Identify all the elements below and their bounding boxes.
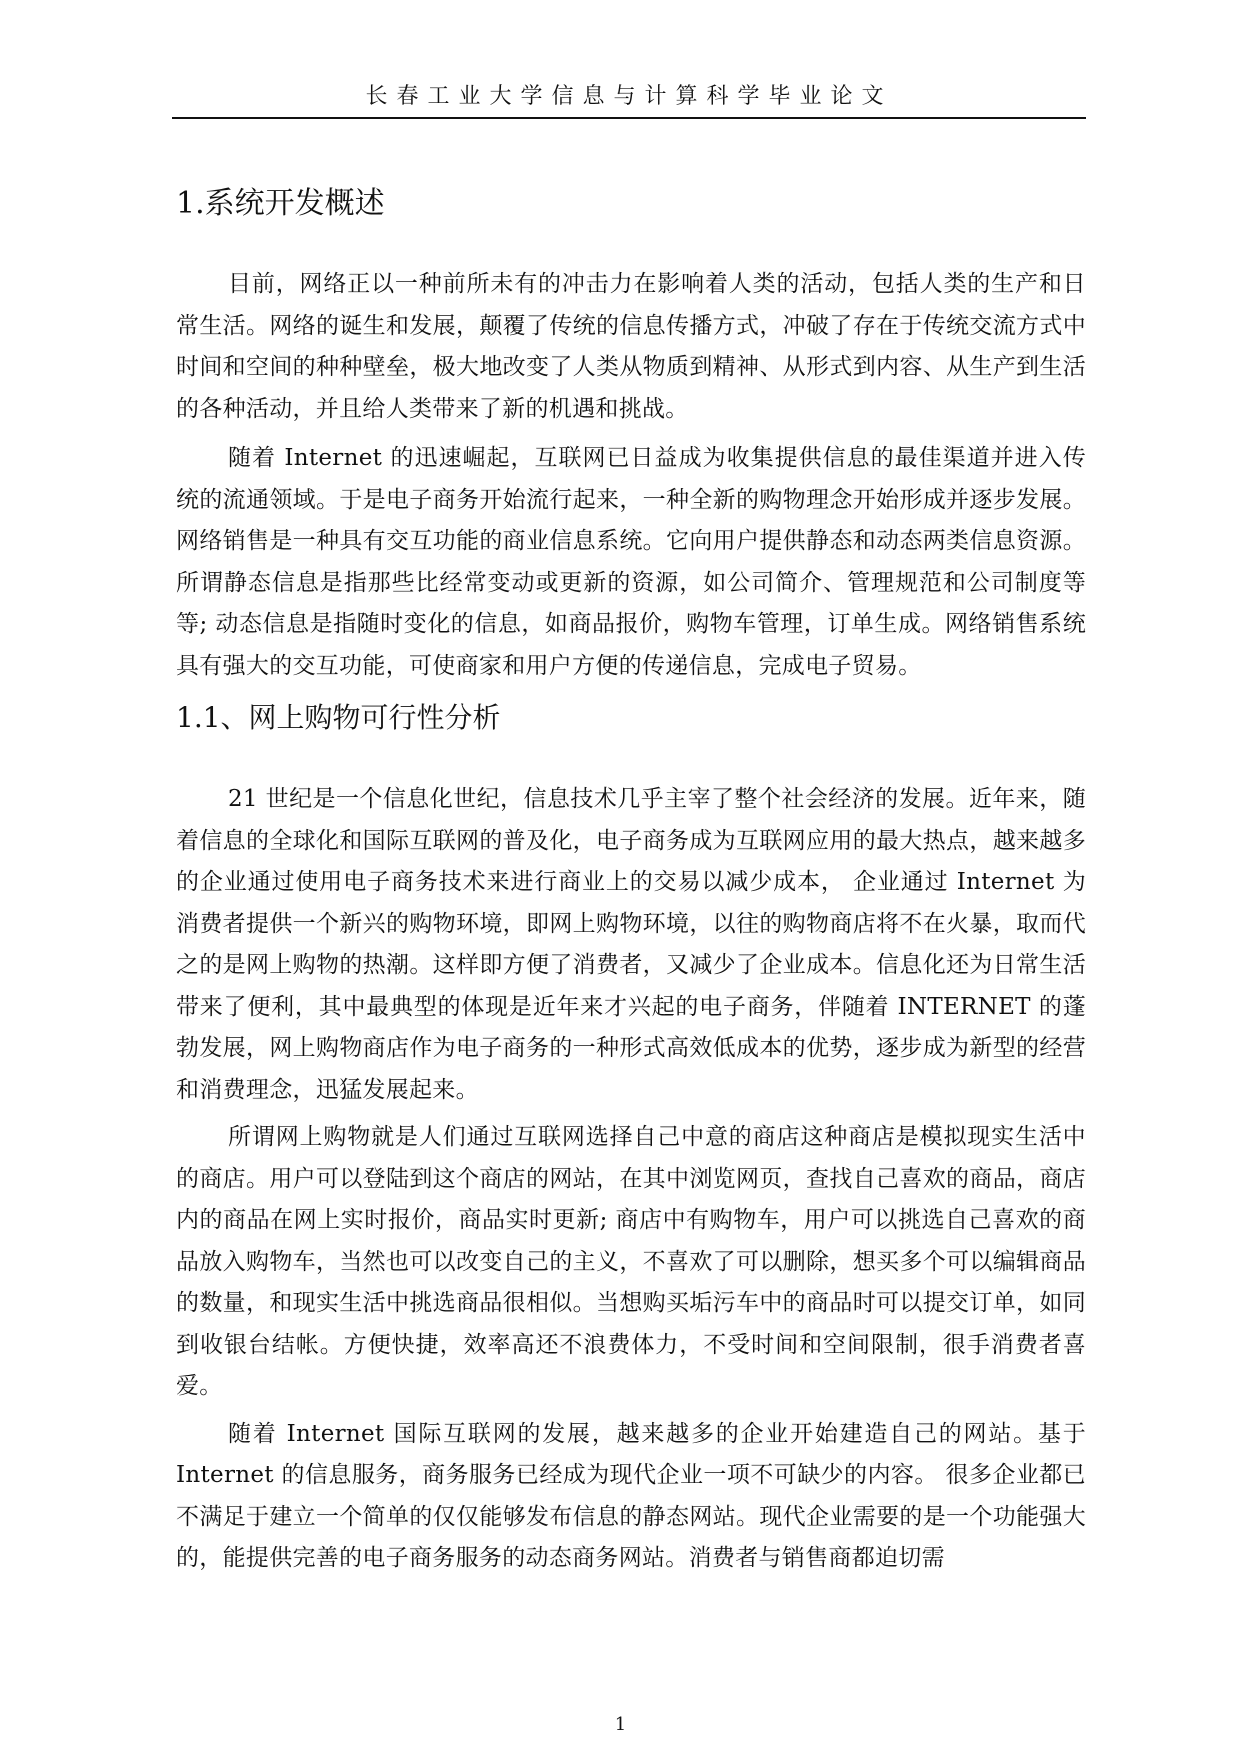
- page-number: 1: [614, 1714, 627, 1735]
- running-header: 长春工业大学信息与计算科学毕业论文: [365, 84, 893, 109]
- header-rule: [172, 117, 1086, 119]
- paragraph: 随着 Internet 的迅速崛起，互联网已日益成为收集提供信息的最佳渠道并进入传统的流通领域。于是电子商务开始流行起来，一种全新的购物理念开始形成并逐步发展。网络销售是一种具有交互功能的商业信息系统。它向用户提供静态和动态两类信息资源。所谓静态信息是指那些比经常变动或更新的资源，如公司简介、管理规范和公司制度等等; 动态信息是指随时变化的信息，如商品报价，购物车管理，订单生成。网络销售系统具有强大的交互功能，可使商家和用户方便的传递信息，完成电子贸易。: [176, 445, 1086, 679]
- section-title-system-overview: 1.系统开发概述: [176, 186, 385, 221]
- paragraph: 目前，网络正以一种前所未有的冲击力在影响着人类的活动，包括人类的生产和日常生活。网络的诞生和发展，颠覆了传统的信息传播方式，冲破了存在于传统交流方式中时间和空间的种种壁垒，极大地改变了人类从物质到精神、从形式到内容、从生产到生活的各种活动，并且给人类带来了新的机遇和挑战。: [176, 271, 1086, 422]
- document-body: [176, 180, 1086, 1586]
- section-title-feasibility-analysis: 1.1、网上购物可行性分析: [176, 701, 501, 734]
- paragraph: 21 世纪是一个信息化世纪，信息技术几乎主宰了整个社会经济的发展。近年来，随着信息的全球化和国际互联网的普及化，电子商务成为互联网应用的最大热点，越来越多的企业通过使用电子商务技术来进行商业上的交易以减少成本， 企业通过 Internet 为消费者提供一个新兴的购物环境，即网上购物环境，以往的购物商店将不在火暴，取而代之的是网上购物的热潮。这样即方便了消费者，又减少了企业成本。信息化还为日常生活带来了便利，其中最典型的体现是近年来才兴起的电子商务，伴随着 INTERNET 的蓬勃发展，网上购物商店作为电子商务的一种形式高效低成本的优势，逐步成为新型的经营和消费理念，迅猛发展起来。: [176, 786, 1086, 1103]
- paragraph: 随着 Internet 国际互联网的发展，越来越多的企业开始建造自己的网站。基于 Internet 的信息服务，商务服务已经成为现代企业一项不可缺少的内容。 很多企业都已不满足于建立一个简单的仅仅能够发布信息的静态网站。现代企业需要的是一个功能强大的，能提供完善的电子商务服务的动态商务网站。消费者与销售商都迫切需: [176, 1420, 1086, 1571]
- paragraph: 所谓网上购物就是人们通过互联网选择自己中意的商店这种商店是模拟现实生活中的商店。用户可以登陆到这个商店的网站，在其中浏览网页，查找自己喜欢的商品，商店内的商品在网上实时报价，商品实时更新; 商店中有购物车，用户可以挑选自己喜欢的商品放入购物车，当然也可以改变自己的主义，不喜欢了可以删除，想买多个可以编辑商品的数量，和现实生活中挑选商品很相似。当想购买垢污车中的商品时可以提交订单，如同到收银台结帐。方便快捷，效率高还不浪费体力，不受时间和空间限制，很手消费者喜爱。: [176, 1124, 1086, 1399]
